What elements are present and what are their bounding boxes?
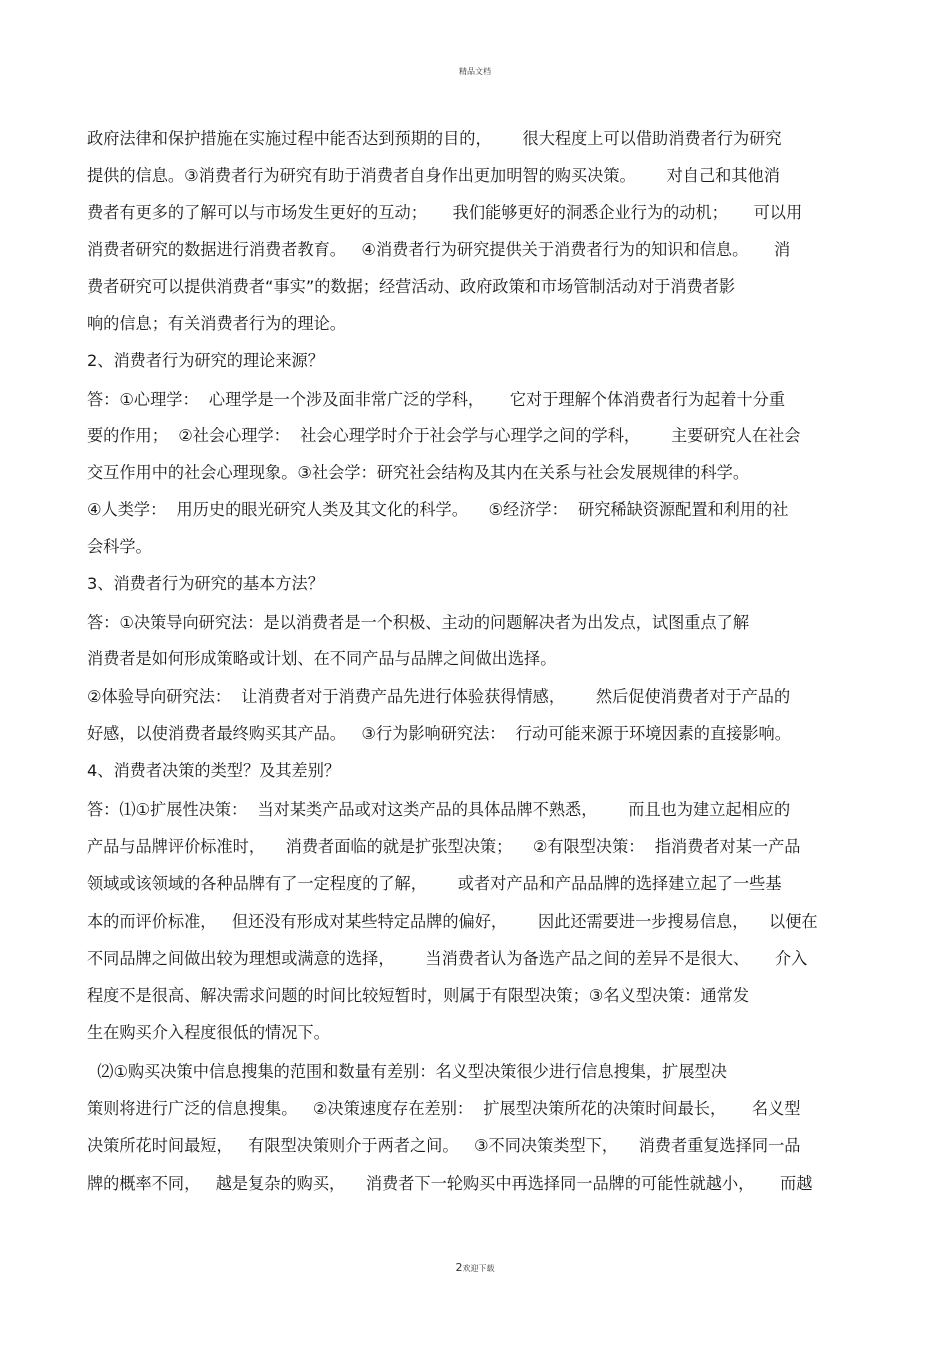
text-line: ②体验导向研究法： 让消费者对于消费产品先进行体验获得情感， 然后促使消费者对于产品的 xyxy=(87,687,791,706)
text-line: 程度不是很高、解决需求问题的时间比较短暂时，则属于有限型决策；③名义型决策：通常发 xyxy=(87,986,750,1005)
text-line: 要的作用； ②社会心理学： 社会心理学时介于社会学与心理学之间的学科， 主要研究人在社会 xyxy=(87,426,801,445)
text-line: 交互作用中的社会心理现象。③社会学：研究社会结构及其内在关系与社会发展规律的科学。 xyxy=(87,463,750,482)
text-line: 费者有更多的了解可以与市场发生更好的互动； 我们能够更好的洞悉企业行为的动机； 可以用 xyxy=(87,203,803,222)
text-line: ④人类学： 用历史的眼光研究人类及其文化的科学。 ⑤经济学： 研究稀缺资源配置和利用的社 xyxy=(87,500,789,519)
text-line: 本的而评价标准， 但还没有形成对某些特定品牌的偏好， 因此还需要进一步搜易信息， 以便在 xyxy=(87,912,818,931)
text-line: ⑵①购买决策中信息搜集的范围和数量有差别：名义型决策很少进行信息搜集，扩展型决 xyxy=(87,1062,727,1081)
text-line: 策则将进行广泛的信息搜集。 ②决策速度存在差别： 扩展型决策所花的决策时间最长， 名义型 xyxy=(87,1099,801,1118)
text-line: 政府法律和保护措施在实施过程中能否达到预期的目的， 很大程度上可以借助消费者行为研究 xyxy=(87,129,782,148)
page-number: 2 xyxy=(455,1261,463,1274)
page-footer xyxy=(0,1261,950,1274)
text-line: 答：①心理学： 心理学是一个涉及面非常广泛的学科， 它对于理解个体消费者行为起着十分重 xyxy=(87,390,786,409)
text-line: 牌的概率不同， 越是复杂的购买， 消费者下一轮购买中再选择同一品牌的可能性就越小， 而越 xyxy=(87,1174,813,1193)
text-line: 消费者是如何形成策略或计划、在不同产品与品牌之间做出选择。 xyxy=(87,649,557,668)
text-line: 消费者研究的数据进行消费者教育。 ④消费者行为研究提供关于消费者行为的知识和信息。 消 xyxy=(87,240,791,259)
text-line: 答：①决策导向研究法：是以消费者是一个积极、主动的问题解决者为出发点，试图重点了解 xyxy=(87,613,750,632)
text-line: 费者研究可以提供消费者“事实”的数据；经营活动、政府政策和市场管制活动对于消费者影 xyxy=(87,277,736,296)
text-line: 会科学。 xyxy=(87,537,152,556)
text-line: 2、消费者行为研究的理论来源？ xyxy=(87,351,324,370)
text-line: 好感，以使消费者最终购买其产品。 ③行为影响研究法： 行动可能来源于环境因素的直接影响。 xyxy=(87,724,791,743)
text-line: 不同品牌之间做出较为理想或满意的选择， 当消费者认为备选产品之间的差异不是很大、 介入 xyxy=(87,949,808,968)
text-line: 提供的信息。③消费者行为研究有助于消费者自身作出更加明智的购买决策。 对自己和其他消 xyxy=(87,166,780,185)
text-line: 3、消费者行为研究的基本方法？ xyxy=(87,574,324,593)
text-line: 领域或该领域的各种品牌有了一定程度的了解， 或者对产品和产品品牌的选择建立起了一些基 xyxy=(87,874,782,893)
text-line: 答：⑴①扩展性决策： 当对某类产品或对这类产品的具体品牌不熟悉， 而且也为建立起相应的 xyxy=(87,800,791,819)
text-line: 产品与品牌评价标准时， 消费者面临的就是扩张型决策； ②有限型决策： 指消费者对某一产品 xyxy=(87,837,801,856)
text-line: 响的信息；有关消费者行为的理论。 xyxy=(87,314,346,333)
text-line: 决策所花时间最短， 有限型决策则介于两者之间。 ③不同决策类型下， 消费者重复选择同一品 xyxy=(87,1136,801,1155)
text-line: 4、消费者决策的类型？及其差别？ xyxy=(87,761,341,780)
page-header: 精品文档 xyxy=(459,67,491,76)
text-line: 生在购买介入程度很低的情况下。 xyxy=(87,1023,330,1042)
footer-text: 欢迎下载 xyxy=(462,1264,495,1273)
